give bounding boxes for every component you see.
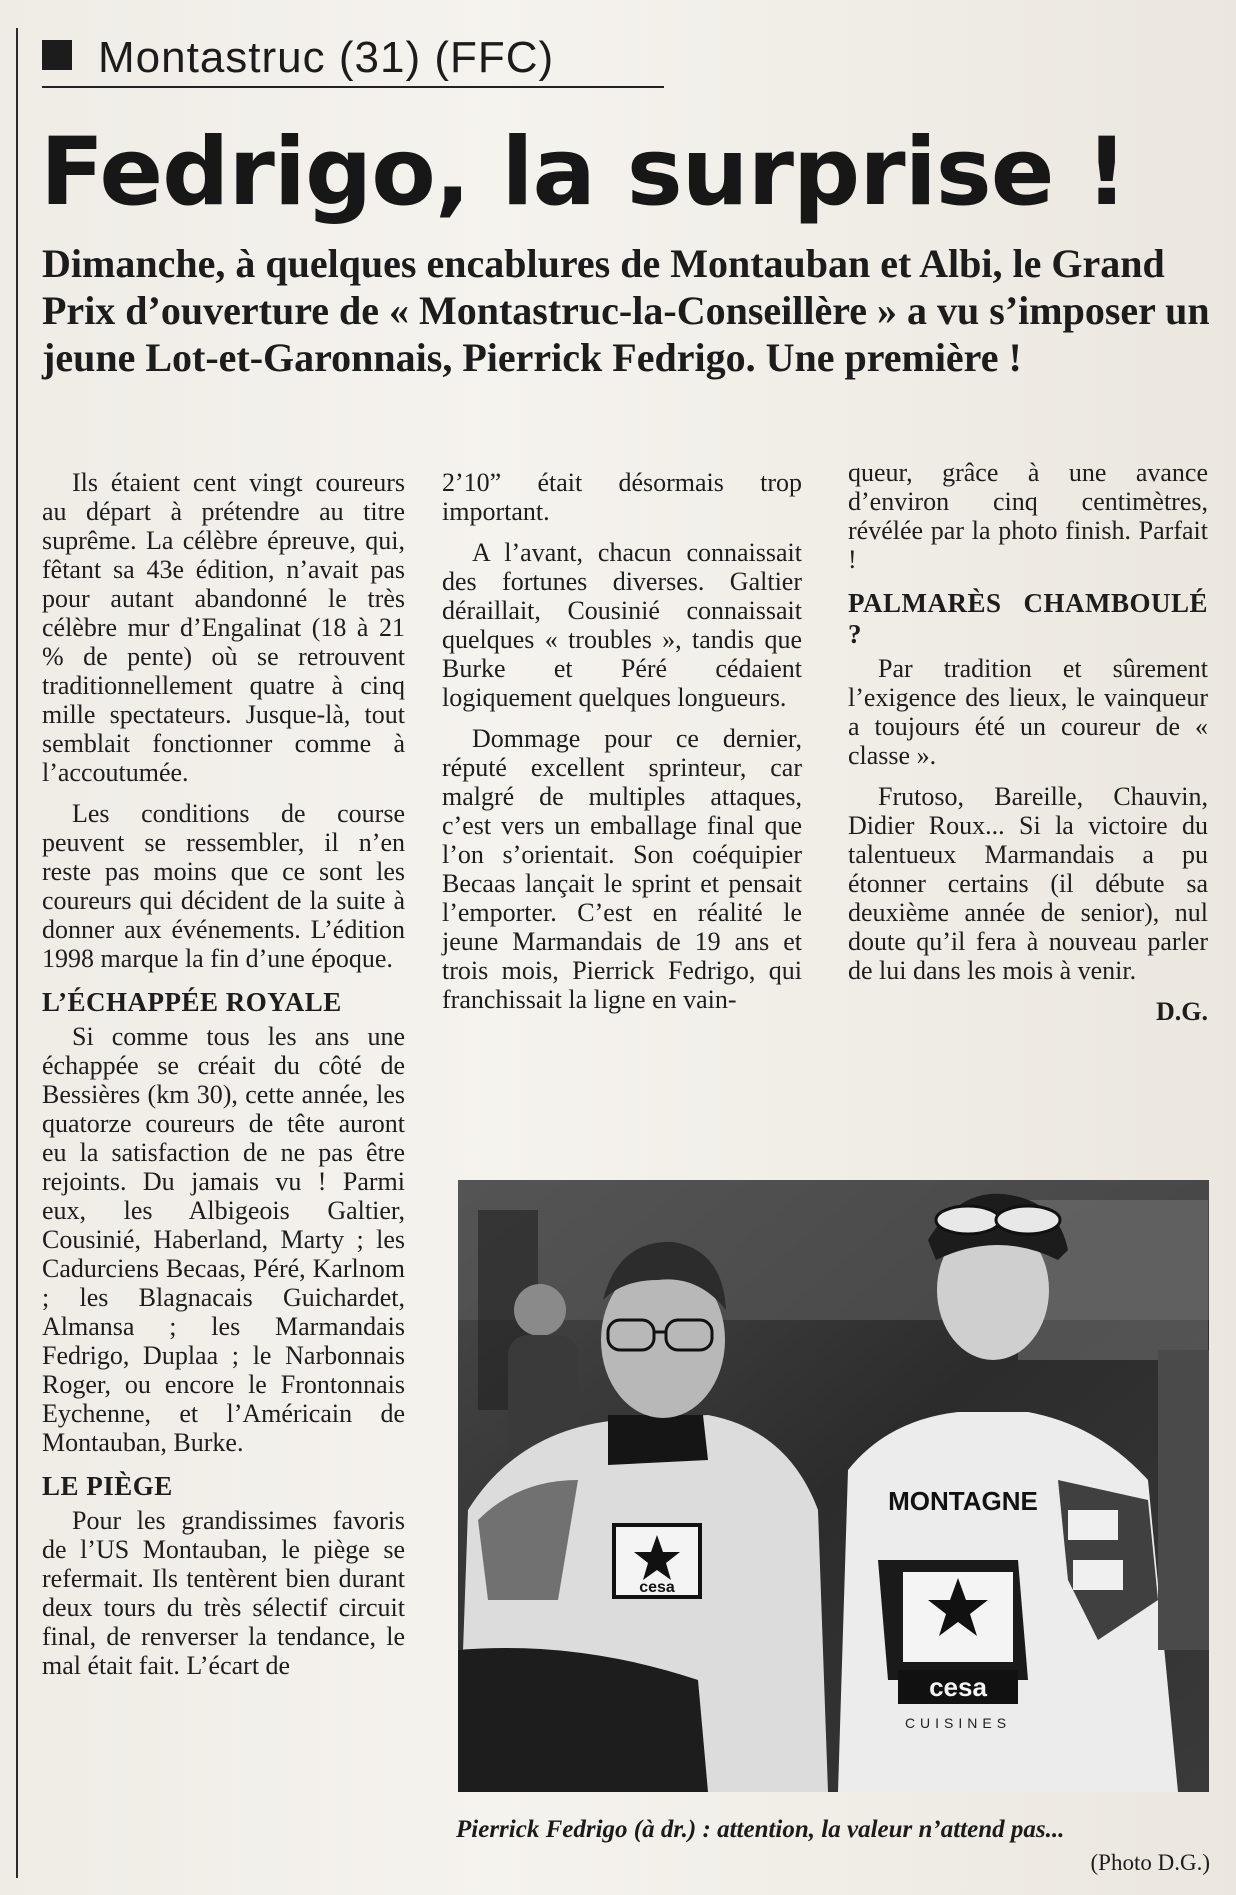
paragraph: Par tradition et sûrement l’exigence des lieux, le vainqueur a toujours été un coureur de « classe ». bbox=[848, 654, 1208, 770]
jersey-sponsor-text: MONTAGNE bbox=[888, 1486, 1038, 1516]
photo-caption: Pierrick Fedrigo (à dr.) : attention, la valeur n’attend pas... bbox=[456, 1816, 1065, 1843]
square-bullet-icon bbox=[42, 40, 72, 70]
paragraph: Ils étaient cent vingt coureurs au départ à prétendre au titre suprême. La célèbre épreuve, qui, fêtant sa 43e édition, n’avait pas pour autant abandonné le très célèbre mur d’Engalinat (18 à 21 % de pente) où se retrouvent traditionnellement quatre à cinq mille spectateurs. Jusque-là, tout semblait fonctionner comme à l’accoutumée. bbox=[42, 468, 405, 787]
paragraph: queur, grâce à une avance d’environ cinq centimètres, révélée par la photo finish. Parfait ! bbox=[848, 458, 1208, 574]
section-kicker bbox=[42, 34, 664, 88]
jersey-cuisines-text: CUISINES bbox=[904, 1715, 1012, 1731]
headline: Fedrigo, la surprise ! bbox=[40, 118, 1128, 227]
paragraph: Frutoso, Bareille, Chauvin, Didier Roux... Si la victoire du talentueux Marmandais a pu étonner certains (il débute sa deuxième année de senior), nul doute qu’il fera à nouveau parler de lui dans les mois à venir. bbox=[848, 782, 1208, 985]
article-column-3 bbox=[848, 458, 1208, 1026]
jacket-logo-text: cesa bbox=[639, 1579, 675, 1596]
photo-illustration bbox=[458, 1180, 1209, 1792]
photo-credit: (Photo D.G.) bbox=[1090, 1850, 1210, 1875]
subheading: LE PIÈGE bbox=[42, 1471, 173, 1501]
article-column-1 bbox=[42, 468, 405, 1692]
paragraph: Les conditions de course peuvent se ressembler, il n’en reste pas moins que ce sont les coureurs qui décident de la suite à donner aux événements. L’édition 1998 marque la fin d’une époque. bbox=[42, 799, 405, 973]
paragraph: 2’10” était désormais trop important. bbox=[442, 468, 802, 526]
paragraph: A l’avant, chacun connaissait des fortunes diverses. Galtier déraillait, Cousinié connaissait quelques « troubles », tandis que Burke et Péré cédaient logiquement quelques longueurs. bbox=[442, 538, 802, 712]
column-rule bbox=[16, 28, 18, 1878]
kicker-text: Montastruc (31) (FFC) bbox=[98, 33, 555, 82]
subheading: L’ÉCHAPPÉE ROYALE bbox=[42, 987, 342, 1017]
article-column-2 bbox=[442, 468, 802, 1026]
paragraph: Dommage pour ce dernier, réputé excellent sprinteur, car malgré de multiples attaques, c’est vers un emballage final que l’on s’orientait. Son coéquipier Becaas lançait le sprint et pensait l’emporter. C’est en réalité le jeune Marmandais de 19 ans et trois mois, Pierrick Fedrigo, qui franchissait la ligne en vain- bbox=[442, 724, 802, 1014]
paragraph: Pour les grandissimes favoris de l’US Montauban, le piège se refermait. Ils tentèrent bien durant deux tours du très sélectif circuit final, de renverser la tendance, le mal était fait. L’écart de bbox=[42, 1506, 405, 1680]
jersey-logo-text: cesa bbox=[929, 1672, 987, 1702]
paragraph: Si comme tous les ans une échappée se créait du côté de Bessières (km 30), cette année, les quatorze coureurs de tête auront eu la satisfaction de ne pas être rejoints. Du jamais vu ! Parmi eux, les Albigeois Galtier, Cousinié, Haberland, Marty ; les Cadurciens Becaas, Péré, Karlnom ; les Blagnacais Guichardet, Almansa ; les Marmandais Fedrigo, Duplaa ; le Narbonnais Roger, ou encore le Frontonnais Eychenne, et l’Américain de Montauban, Burke. bbox=[42, 1022, 405, 1457]
lede-paragraph: Dimanche, à quelques encablures de Montauban et Albi, le Grand Prix d’ouverture de « Montastruc-la-Conseillère » a vu s’imposer un jeune Lot-et-Garonnais, Pierrick Fedrigo. Une première ! bbox=[42, 241, 1210, 380]
news-photo bbox=[458, 1180, 1209, 1792]
subheading: PALMARÈS CHAMBOULÉ ? bbox=[848, 588, 1208, 649]
author-signature: D.G. bbox=[1156, 997, 1208, 1026]
